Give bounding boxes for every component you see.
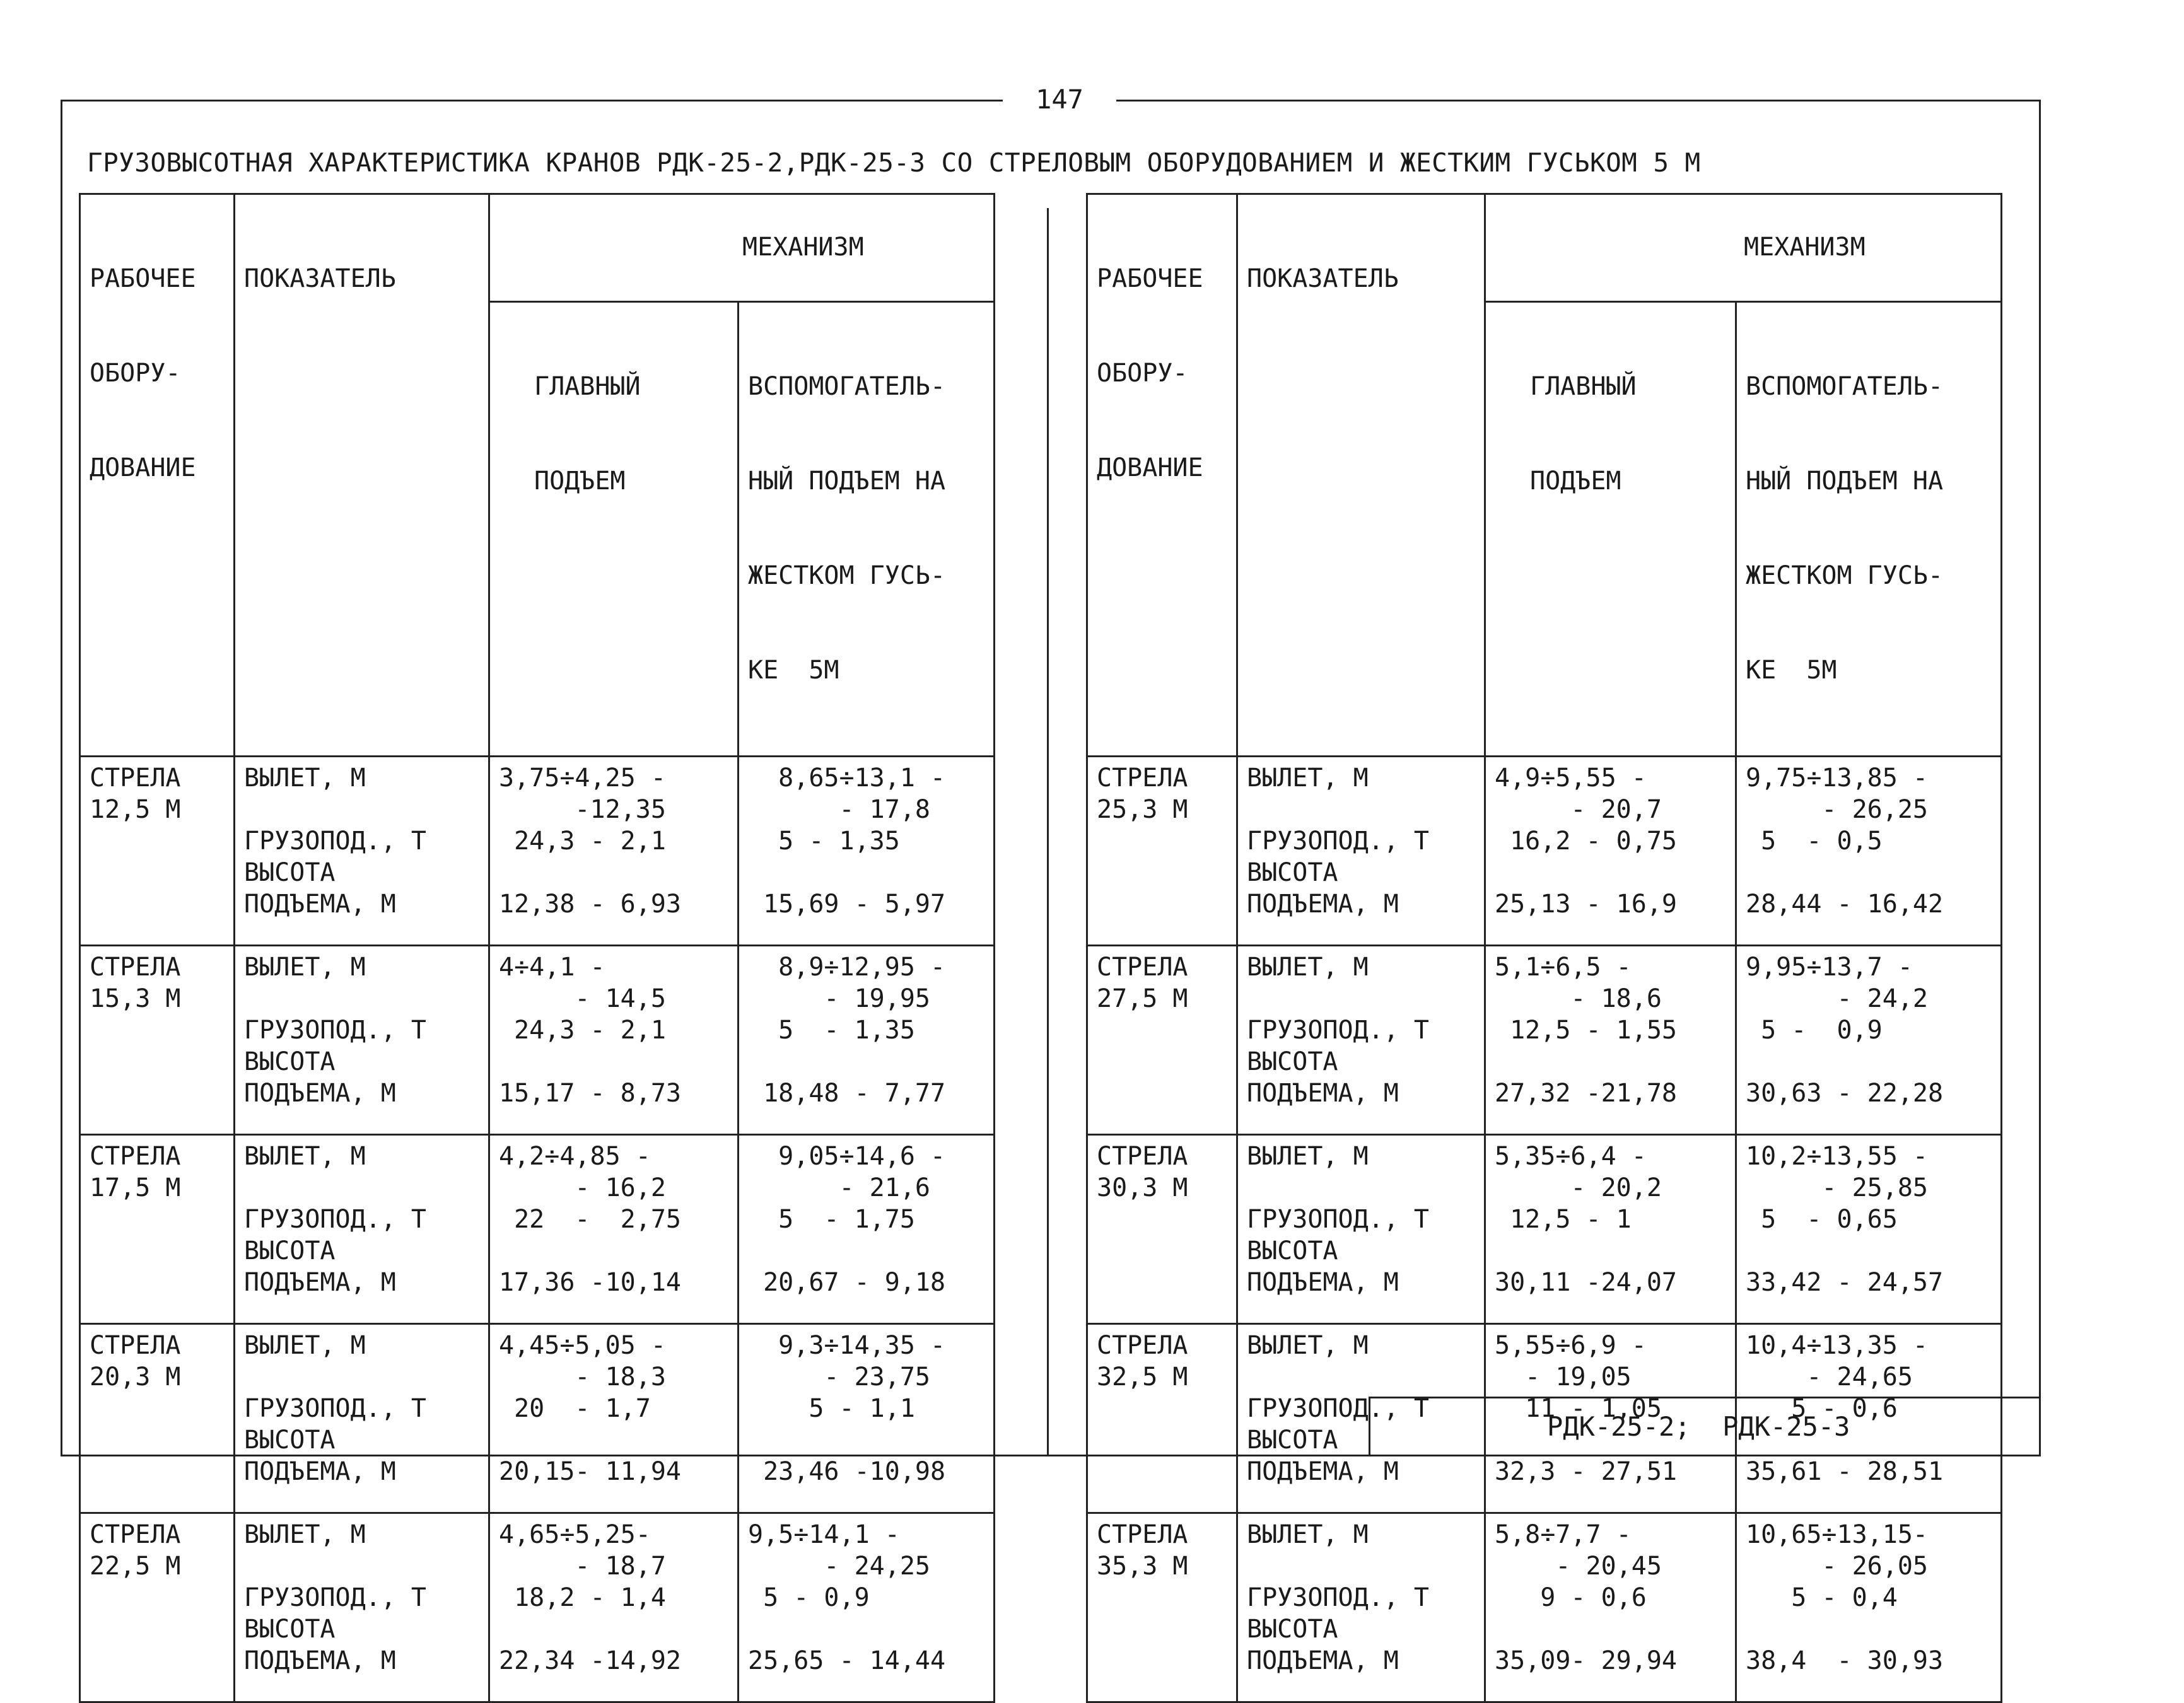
table-row	[1087, 1513, 2002, 1702]
indicator-cell: ВЫЛЕТ, М ГРУЗОПОД., Т ВЫСОТА ПОДЪЕМА, М	[1237, 1135, 1485, 1324]
header-indicator: ПОКАЗАТЕЛЬ	[235, 194, 489, 757]
boom-cell: СТРЕЛА 35,3 М	[1087, 1513, 1237, 1702]
aux-lift-cell: 9,95÷13,7 - - 24,2 5 - 0,9 30,63 - 22,28	[1736, 946, 2002, 1135]
page-number: 147	[1003, 81, 1116, 119]
header-main-lift: ГЛАВНЫЙ ПОДЪЕМ	[1485, 302, 1736, 757]
indicator-cell: ВЫЛЕТ, М ГРУЗОПОД., Т ВЫСОТА ПОДЪЕМА, М	[235, 757, 489, 946]
footer-crane-models: РДК-25-2; РДК-25-3	[1369, 1397, 2041, 1456]
main-lift-cell: 5,55÷6,9 - - 19,05 11 - 1,05 32,3 - 27,51	[1485, 1324, 1736, 1513]
load-height-table-right	[1086, 193, 2002, 1703]
main-lift-cell: 4÷4,1 - - 14,5 24,3 - 2,1 15,17 - 8,73	[489, 946, 739, 1135]
aux-lift-cell: 8,9÷12,95 - - 19,95 5 - 1,35 18,48 - 7,77	[739, 946, 995, 1135]
indicator-cell: ВЫЛЕТ, М ГРУЗОПОД., Т ВЫСОТА ПОДЪЕМА, М	[235, 1135, 489, 1324]
table-row	[1087, 757, 2002, 946]
aux-lift-cell: 8,65÷13,1 - - 17,8 5 - 1,35 15,69 - 5,97	[739, 757, 995, 946]
main-lift-cell: 4,2÷4,85 - - 16,2 22 - 2,75 17,36 -10,14	[489, 1135, 739, 1324]
aux-lift-cell: 10,2÷13,55 - - 25,85 5 - 0,65 33,42 - 24,57	[1736, 1135, 2002, 1324]
load-height-table-left	[79, 193, 995, 1703]
indicator-cell: ВЫЛЕТ, М ГРУЗОПОД., Т ВЫСОТА ПОДЪЕМА, М	[235, 1513, 489, 1702]
main-lift-cell: 4,9÷5,55 - - 20,7 16,2 - 0,75 25,13 - 16,9	[1485, 757, 1736, 946]
boom-cell: СТРЕЛА 20,3 М	[80, 1324, 235, 1513]
indicator-cell: ВЫЛЕТ, М ГРУЗОПОД., Т ВЫСОТА ПОДЪЕМА, М	[1237, 946, 1485, 1135]
boom-cell: СТРЕЛА 30,3 М	[1087, 1135, 1237, 1324]
header-indicator: ПОКАЗАТЕЛЬ	[1237, 194, 1485, 757]
aux-lift-cell: 9,05÷14,6 - - 21,6 5 - 1,75 20,67 - 9,18	[739, 1135, 995, 1324]
aux-lift-cell: 10,4÷13,35 - - 24,65 5 - 0,6 35,61 - 28,51	[1736, 1324, 2002, 1513]
header-equipment: РАБОЧЕЕ ОБОРУ- ДОВАНИЕ	[80, 194, 235, 757]
boom-cell: СТРЕЛА 15,3 М	[80, 946, 235, 1135]
main-lift-cell: 5,8÷7,7 - - 20,45 9 - 0,6 35,09- 29,94	[1485, 1513, 1736, 1702]
table-row	[80, 1513, 995, 1702]
main-lift-cell: 4,65÷5,25- - 18,7 18,2 - 1,4 22,34 -14,92	[489, 1513, 739, 1702]
header-aux-lift: ВСПОМОГАТЕЛЬ- НЫЙ ПОДЪЕМ НА ЖЕСТКОМ ГУСЬ- КЕ 5М	[1736, 302, 2002, 757]
aux-lift-cell: 9,75÷13,85 - - 26,25 5 - 0,5 28,44 - 16,42	[1736, 757, 2002, 946]
main-lift-cell: 4,45÷5,05 - - 18,3 20 - 1,7 20,15- 11,94	[489, 1324, 739, 1513]
document-title: ГРУЗОВЫСОТНАЯ ХАРАКТЕРИСТИКА КРАНОВ РДК-25-2,РДК-25-3 СО СТРЕЛОВЫМ ОБОРУДОВАНИЕМ И ЖЕСТКИМ ГУСЬКОМ 5 М	[87, 148, 1701, 178]
boom-cell: СТРЕЛА 17,5 М	[80, 1135, 235, 1324]
header-mechanism: МЕХАНИЗМ	[1485, 194, 2002, 302]
table-row	[80, 757, 995, 946]
table-row	[1087, 1135, 2002, 1324]
aux-lift-cell: 9,5÷14,1 - - 24,25 5 - 0,9 25,65 - 14,44	[739, 1513, 995, 1702]
header-main-lift: ГЛАВНЫЙ ПОДЪЕМ	[489, 302, 739, 757]
main-lift-cell: 5,1÷6,5 - - 18,6 12,5 - 1,55 27,32 -21,78	[1485, 946, 1736, 1135]
aux-lift-cell: 10,65÷13,15- - 26,05 5 - 0,4 38,4 - 30,93	[1736, 1513, 2002, 1702]
boom-cell: СТРЕЛА 27,5 М	[1087, 946, 1237, 1135]
header-mechanism: МЕХАНИЗМ	[489, 194, 995, 302]
main-lift-cell: 5,35÷6,4 - - 20,2 12,5 - 1 30,11 -24,07	[1485, 1135, 1736, 1324]
main-lift-cell: 3,75÷4,25 - -12,35 24,3 - 2,1 12,38 - 6,93	[489, 757, 739, 946]
boom-cell: СТРЕЛА 12,5 М	[80, 757, 235, 946]
aux-lift-cell: 9,3÷14,35 - - 23,75 5 - 1,1 23,46 -10,98	[739, 1324, 995, 1513]
boom-cell: СТРЕЛА 32,5 М	[1087, 1324, 1237, 1513]
header-aux-lift: ВСПОМОГАТЕЛЬ- НЫЙ ПОДЪЕМ НА ЖЕСТКОМ ГУСЬ- КЕ 5М	[739, 302, 995, 757]
indicator-cell: ВЫЛЕТ, М ГРУЗОПОД., Т ВЫСОТА ПОДЪЕМА, М	[1237, 1513, 1485, 1702]
indicator-cell: ВЫЛЕТ, М ГРУЗОПОД., Т ВЫСОТА ПОДЪЕМА, М	[235, 1324, 489, 1513]
indicator-cell: ВЫЛЕТ, М ГРУЗОПОД., Т ВЫСОТА ПОДЪЕМА, М	[1237, 757, 1485, 946]
boom-cell: СТРЕЛА 25,3 М	[1087, 757, 1237, 946]
header-equipment: РАБОЧЕЕ ОБОРУ- ДОВАНИЕ	[1087, 194, 1237, 757]
table-row	[80, 1135, 995, 1324]
center-divider	[1047, 208, 1049, 1456]
indicator-cell: ВЫЛЕТ, М ГРУЗОПОД., Т ВЫСОТА ПОДЪЕМА, М	[1237, 1324, 1485, 1513]
table-row	[80, 1324, 995, 1513]
boom-cell: СТРЕЛА 22,5 М	[80, 1513, 235, 1702]
table-row	[1087, 946, 2002, 1135]
table-row	[80, 946, 995, 1135]
indicator-cell: ВЫЛЕТ, М ГРУЗОПОД., Т ВЫСОТА ПОДЪЕМА, М	[235, 946, 489, 1135]
